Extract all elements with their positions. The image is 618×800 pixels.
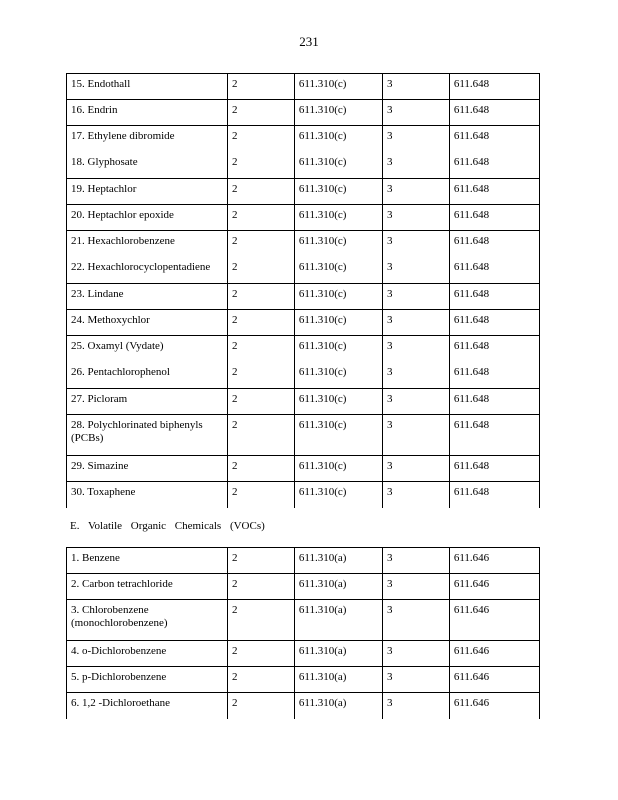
method-section: 611.648 [449, 362, 539, 389]
rule-section: 611.310(c) [294, 284, 382, 310]
rule-section: 611.310(c) [294, 205, 382, 231]
tier-value: 3 [382, 74, 449, 100]
rule-section: 611.310(c) [294, 482, 382, 508]
table-row [67, 231, 540, 257]
level-value: 2 [228, 362, 295, 389]
tier-value: 3 [382, 310, 449, 336]
contaminant-name: 15. Endothall [67, 74, 228, 100]
rule-section: 611.310(c) [294, 152, 382, 179]
rule-section: 611.310(a) [294, 574, 382, 600]
level-value: 2 [228, 231, 295, 257]
level-value: 2 [228, 389, 295, 415]
level-value: 2 [228, 548, 295, 574]
method-section: 611.646 [449, 574, 539, 600]
method-section: 611.648 [449, 482, 539, 508]
table-row [67, 667, 540, 693]
method-section: 611.646 [449, 600, 539, 641]
table-row [67, 126, 540, 152]
contaminant-name: 4. o-Dichlorobenzene [67, 641, 228, 667]
table-row [67, 574, 540, 600]
tier-value: 3 [382, 641, 449, 667]
level-value: 2 [228, 179, 295, 205]
method-section: 611.648 [449, 100, 539, 126]
method-section: 611.646 [449, 548, 539, 574]
table-row [67, 548, 540, 574]
level-value: 2 [228, 641, 295, 667]
contaminant-name: 6. 1,2 -Dichloroethane [67, 693, 228, 719]
rule-section: 611.310(c) [294, 74, 382, 100]
tier-value: 3 [382, 179, 449, 205]
rule-section: 611.310(c) [294, 362, 382, 389]
rule-section: 611.310(c) [294, 231, 382, 257]
contaminant-name: 3. Chlorobenzene (monochlorobenzene) [67, 600, 228, 641]
tier-value: 3 [382, 415, 449, 456]
method-section: 611.648 [449, 336, 539, 362]
table-row [67, 600, 540, 641]
tier-value: 3 [382, 600, 449, 641]
contaminant-name: 18. Glyphosate [67, 152, 228, 179]
table-row [67, 362, 540, 389]
table-row [67, 641, 540, 667]
level-value: 2 [228, 257, 295, 284]
rule-section: 611.310(c) [294, 257, 382, 284]
tier-value: 3 [382, 257, 449, 284]
method-section: 611.646 [449, 693, 539, 719]
tier-value: 3 [382, 667, 449, 693]
table-row [67, 456, 540, 482]
level-value: 2 [228, 574, 295, 600]
rule-section: 611.310(a) [294, 667, 382, 693]
tier-value: 3 [382, 362, 449, 389]
tier-value: 3 [382, 231, 449, 257]
rule-section: 611.310(a) [294, 641, 382, 667]
rule-section: 611.310(a) [294, 693, 382, 719]
rule-section: 611.310(a) [294, 548, 382, 574]
level-value: 2 [228, 456, 295, 482]
method-section: 611.646 [449, 667, 539, 693]
rule-section: 611.310(c) [294, 336, 382, 362]
table-row [67, 100, 540, 126]
rule-section: 611.310(c) [294, 310, 382, 336]
level-value: 2 [228, 667, 295, 693]
level-value: 2 [228, 284, 295, 310]
method-section: 611.648 [449, 179, 539, 205]
contaminant-name: 29. Simazine [67, 456, 228, 482]
contaminant-table-vocs [66, 547, 540, 719]
section-heading-vocs: E. Volatile Organic Chemicals (VOCs) [70, 520, 265, 532]
rule-section: 611.310(c) [294, 415, 382, 456]
level-value: 2 [228, 693, 295, 719]
rule-section: 611.310(c) [294, 389, 382, 415]
rule-section: 611.310(c) [294, 456, 382, 482]
contaminant-table-organic [66, 73, 540, 508]
table-row [67, 310, 540, 336]
contaminant-name: 5. p-Dichlorobenzene [67, 667, 228, 693]
table-row [67, 693, 540, 719]
table-row [67, 205, 540, 231]
table-row [67, 389, 540, 415]
rule-section: 611.310(a) [294, 600, 382, 641]
tier-value: 3 [382, 284, 449, 310]
table-row [67, 179, 540, 205]
tier-value: 3 [382, 574, 449, 600]
contaminant-name: 25. Oxamyl (Vydate) [67, 336, 228, 362]
level-value: 2 [228, 74, 295, 100]
contaminant-name: 1. Benzene [67, 548, 228, 574]
tier-value: 3 [382, 205, 449, 231]
method-section: 611.648 [449, 257, 539, 284]
tier-value: 3 [382, 548, 449, 574]
contaminant-name: 24. Methoxychlor [67, 310, 228, 336]
level-value: 2 [228, 205, 295, 231]
rule-section: 611.310(c) [294, 100, 382, 126]
method-section: 611.648 [449, 126, 539, 152]
method-section: 611.648 [449, 284, 539, 310]
method-section: 611.648 [449, 74, 539, 100]
rule-section: 611.310(c) [294, 126, 382, 152]
contaminant-name: 2. Carbon tetrachloride [67, 574, 228, 600]
page-number: 231 [299, 34, 319, 49]
contaminant-name: 26. Pentachlorophenol [67, 362, 228, 389]
contaminant-name: 20. Heptachlor epoxide [67, 205, 228, 231]
table-row [67, 415, 540, 456]
contaminant-name: 30. Toxaphene [67, 482, 228, 508]
table-row [67, 482, 540, 508]
contaminant-name: 27. Picloram [67, 389, 228, 415]
tier-value: 3 [382, 152, 449, 179]
method-section: 611.648 [449, 205, 539, 231]
contaminant-name: 19. Heptachlor [67, 179, 228, 205]
tier-value: 3 [382, 100, 449, 126]
level-value: 2 [228, 100, 295, 126]
tier-value: 3 [382, 456, 449, 482]
method-section: 611.648 [449, 415, 539, 456]
tier-value: 3 [382, 482, 449, 508]
level-value: 2 [228, 415, 295, 456]
rule-section: 611.310(c) [294, 179, 382, 205]
level-value: 2 [228, 152, 295, 179]
method-section: 611.648 [449, 456, 539, 482]
contaminant-name: 28. Polychlorinated biphenyls (PCBs) [67, 415, 228, 456]
contaminant-name: 21. Hexachlorobenzene [67, 231, 228, 257]
tier-value: 3 [382, 126, 449, 152]
table-row [67, 336, 540, 362]
method-section: 611.648 [449, 152, 539, 179]
contaminant-name: 22. Hexachlorocyclopentadiene [67, 257, 228, 284]
table-row [67, 257, 540, 284]
contaminant-name: 17. Ethylene dibromide [67, 126, 228, 152]
table-row [67, 152, 540, 179]
tier-value: 3 [382, 389, 449, 415]
table-row [67, 284, 540, 310]
method-section: 611.648 [449, 231, 539, 257]
contaminant-name: 16. Endrin [67, 100, 228, 126]
table-row [67, 74, 540, 100]
level-value: 2 [228, 336, 295, 362]
tier-value: 3 [382, 693, 449, 719]
tier-value: 3 [382, 336, 449, 362]
method-section: 611.648 [449, 310, 539, 336]
level-value: 2 [228, 482, 295, 508]
method-section: 611.646 [449, 641, 539, 667]
contaminant-name: 23. Lindane [67, 284, 228, 310]
level-value: 2 [228, 600, 295, 641]
level-value: 2 [228, 126, 295, 152]
level-value: 2 [228, 310, 295, 336]
method-section: 611.648 [449, 389, 539, 415]
